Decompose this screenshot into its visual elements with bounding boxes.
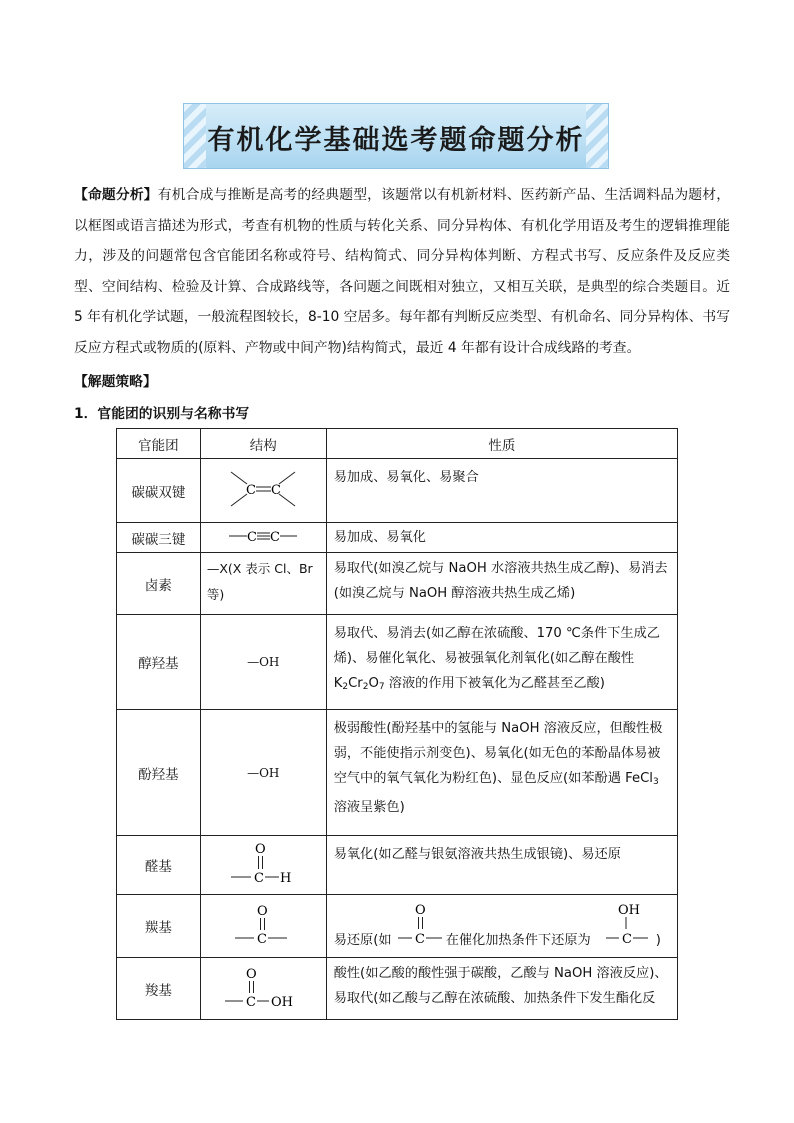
atom-label: C <box>247 529 258 545</box>
group-name: 醇羟基 <box>117 615 201 710</box>
functional-group-table <box>116 428 678 1020</box>
ketone-structure <box>223 899 303 949</box>
property-text: 在催化加热条件下还原为 <box>445 933 591 948</box>
table-row <box>117 895 678 958</box>
property-cell <box>326 615 677 710</box>
strategy-heading: 【解题策略】 <box>74 374 157 390</box>
header-group: 官能团 <box>117 429 201 459</box>
atom-label: C <box>254 871 265 886</box>
property-text: O <box>368 676 379 691</box>
structure-cell <box>200 895 326 958</box>
property-text: 溶液的作用下被氧化为乙醛甚至乙酸) <box>384 676 605 691</box>
property-cell <box>326 895 677 958</box>
double-bond-structure <box>223 464 303 514</box>
intro-paragraph <box>74 180 730 364</box>
subscript: 2 <box>342 682 349 692</box>
group-name: 酚羟基 <box>117 710 201 836</box>
atom-label: O <box>414 903 426 918</box>
property-text: ) <box>655 933 661 948</box>
subscript: 7 <box>378 682 385 692</box>
group-name: 醛基 <box>117 836 201 895</box>
property-text: 极弱酸性(酚羟基中的氢能与 NaOH 溶液反应，但酸性极弱，不能使指示剂变色)、易氧化(如无色的苯酚晶体易被空气中的氧气氧化为粉红色)、显色反应(如苯酚遇 FeCl <box>333 721 663 786</box>
structure-cell: —OH <box>200 710 326 836</box>
atom-label: O <box>255 842 266 857</box>
aldehyde-structure <box>223 837 303 889</box>
table-header-row <box>117 429 678 459</box>
property-cell: 易加成、易氧化、易聚合 <box>326 459 677 523</box>
structure-cell <box>200 958 326 1020</box>
subscript: 3 <box>652 777 659 787</box>
structure-cell <box>200 459 326 523</box>
header-property: 性质 <box>326 429 677 459</box>
structure-cell <box>200 836 326 895</box>
group-name: 羰基 <box>117 895 201 958</box>
property-text: 溶液呈紫色) <box>333 800 405 815</box>
atom-label: C <box>414 932 425 947</box>
structure-cell <box>200 523 326 553</box>
ketone-inline-structure <box>398 898 444 948</box>
table-row <box>117 836 678 895</box>
table-row <box>117 615 678 710</box>
table-row <box>117 459 678 523</box>
atom-label: OH <box>617 903 640 918</box>
atom-label: OH <box>271 994 294 1010</box>
atom-label: C <box>246 994 257 1010</box>
title-banner <box>183 103 609 169</box>
structure-cell: —X(X 表示 Cl、Br 等) <box>200 553 326 615</box>
atom-label: C <box>270 529 281 545</box>
property-text: 易还原(如 <box>333 933 392 948</box>
atom-label: C <box>621 932 632 947</box>
atom-label: C <box>271 482 282 498</box>
group-name: 卤素 <box>117 553 201 615</box>
property-cell: 易氧化(如乙醛与银氨溶液共热生成银镜)、易还原 <box>326 836 677 895</box>
table-row <box>117 523 678 553</box>
group-name: 碳碳双键 <box>117 459 201 523</box>
atom-label: O <box>246 966 257 982</box>
property-cell <box>326 710 677 836</box>
header-structure: 结构 <box>200 429 326 459</box>
property-cell: 易取代(如溴乙烷与 NaOH 水溶液共热生成乙醇)、易消去(如溴乙烷与 NaOH 醇溶液共热生成乙烯) <box>326 553 677 615</box>
carboxyl-structure <box>223 962 303 1012</box>
atom-label: C <box>257 932 268 947</box>
intro-text: 有机合成与推断是高考的经典题型，该题常以有机新材料、医药新产品、生活调料品为题材，以框图或语言描述为形式，考查有机物的性质与转化关系、同分异构体、有机化学用语及考生的逻辑推理能力，涉及的问题常包含官能团名称或符号、结构简式、同分异构体判断、方程式书写、反应条件及反应类型、空间结构、检验及计算、合成路线等，各问题之间既相对独立，又相互关联，是典型的综合类题目。近 5 年有机化学试题，一般流程图较长，8-10 空居多。每年都有判断反应类型、有机命名、同分异构体、书写反应方程式或物质的(原料、产物或中间产物)结构简式，最近 4 年都有设计合成线路的考查。 <box>74 187 730 356</box>
triple-bond-structure <box>223 526 303 546</box>
group-name: 羧基 <box>117 958 201 1020</box>
property-cell: 易加成、易氧化 <box>326 523 677 553</box>
page-title: 有机化学基础选考题命题分析 <box>207 125 585 156</box>
group-name: 碳碳三键 <box>117 523 201 553</box>
table-row <box>117 710 678 836</box>
table-row <box>117 553 678 615</box>
alcohol-inline-structure <box>604 898 654 948</box>
property-cell: 酸性(如乙酸的酸性强于碳酸，乙酸与 NaOH 溶液反应)、易取代(如乙酸与乙醇在浓硫酸、加热条件下发生酯化反 <box>326 958 677 1020</box>
structure-cell: —OH <box>200 615 326 710</box>
table-row <box>117 958 678 1020</box>
atom-label: C <box>246 482 257 498</box>
property-text: Cr <box>348 676 363 691</box>
section1-title: 1．官能团的识别与名称书写 <box>74 406 250 422</box>
intro-label: 【命题分析】 <box>74 187 158 203</box>
property-text: 易取代、易消去(如乙醇在浓硫酸、170 ℃条件下生成乙烯)、易催化氧化、易被强氧化剂氧化(如乙醇在酸性 K <box>333 626 660 691</box>
subscript: 2 <box>362 682 369 692</box>
atom-label: H <box>280 871 292 886</box>
atom-label: O <box>257 904 268 919</box>
